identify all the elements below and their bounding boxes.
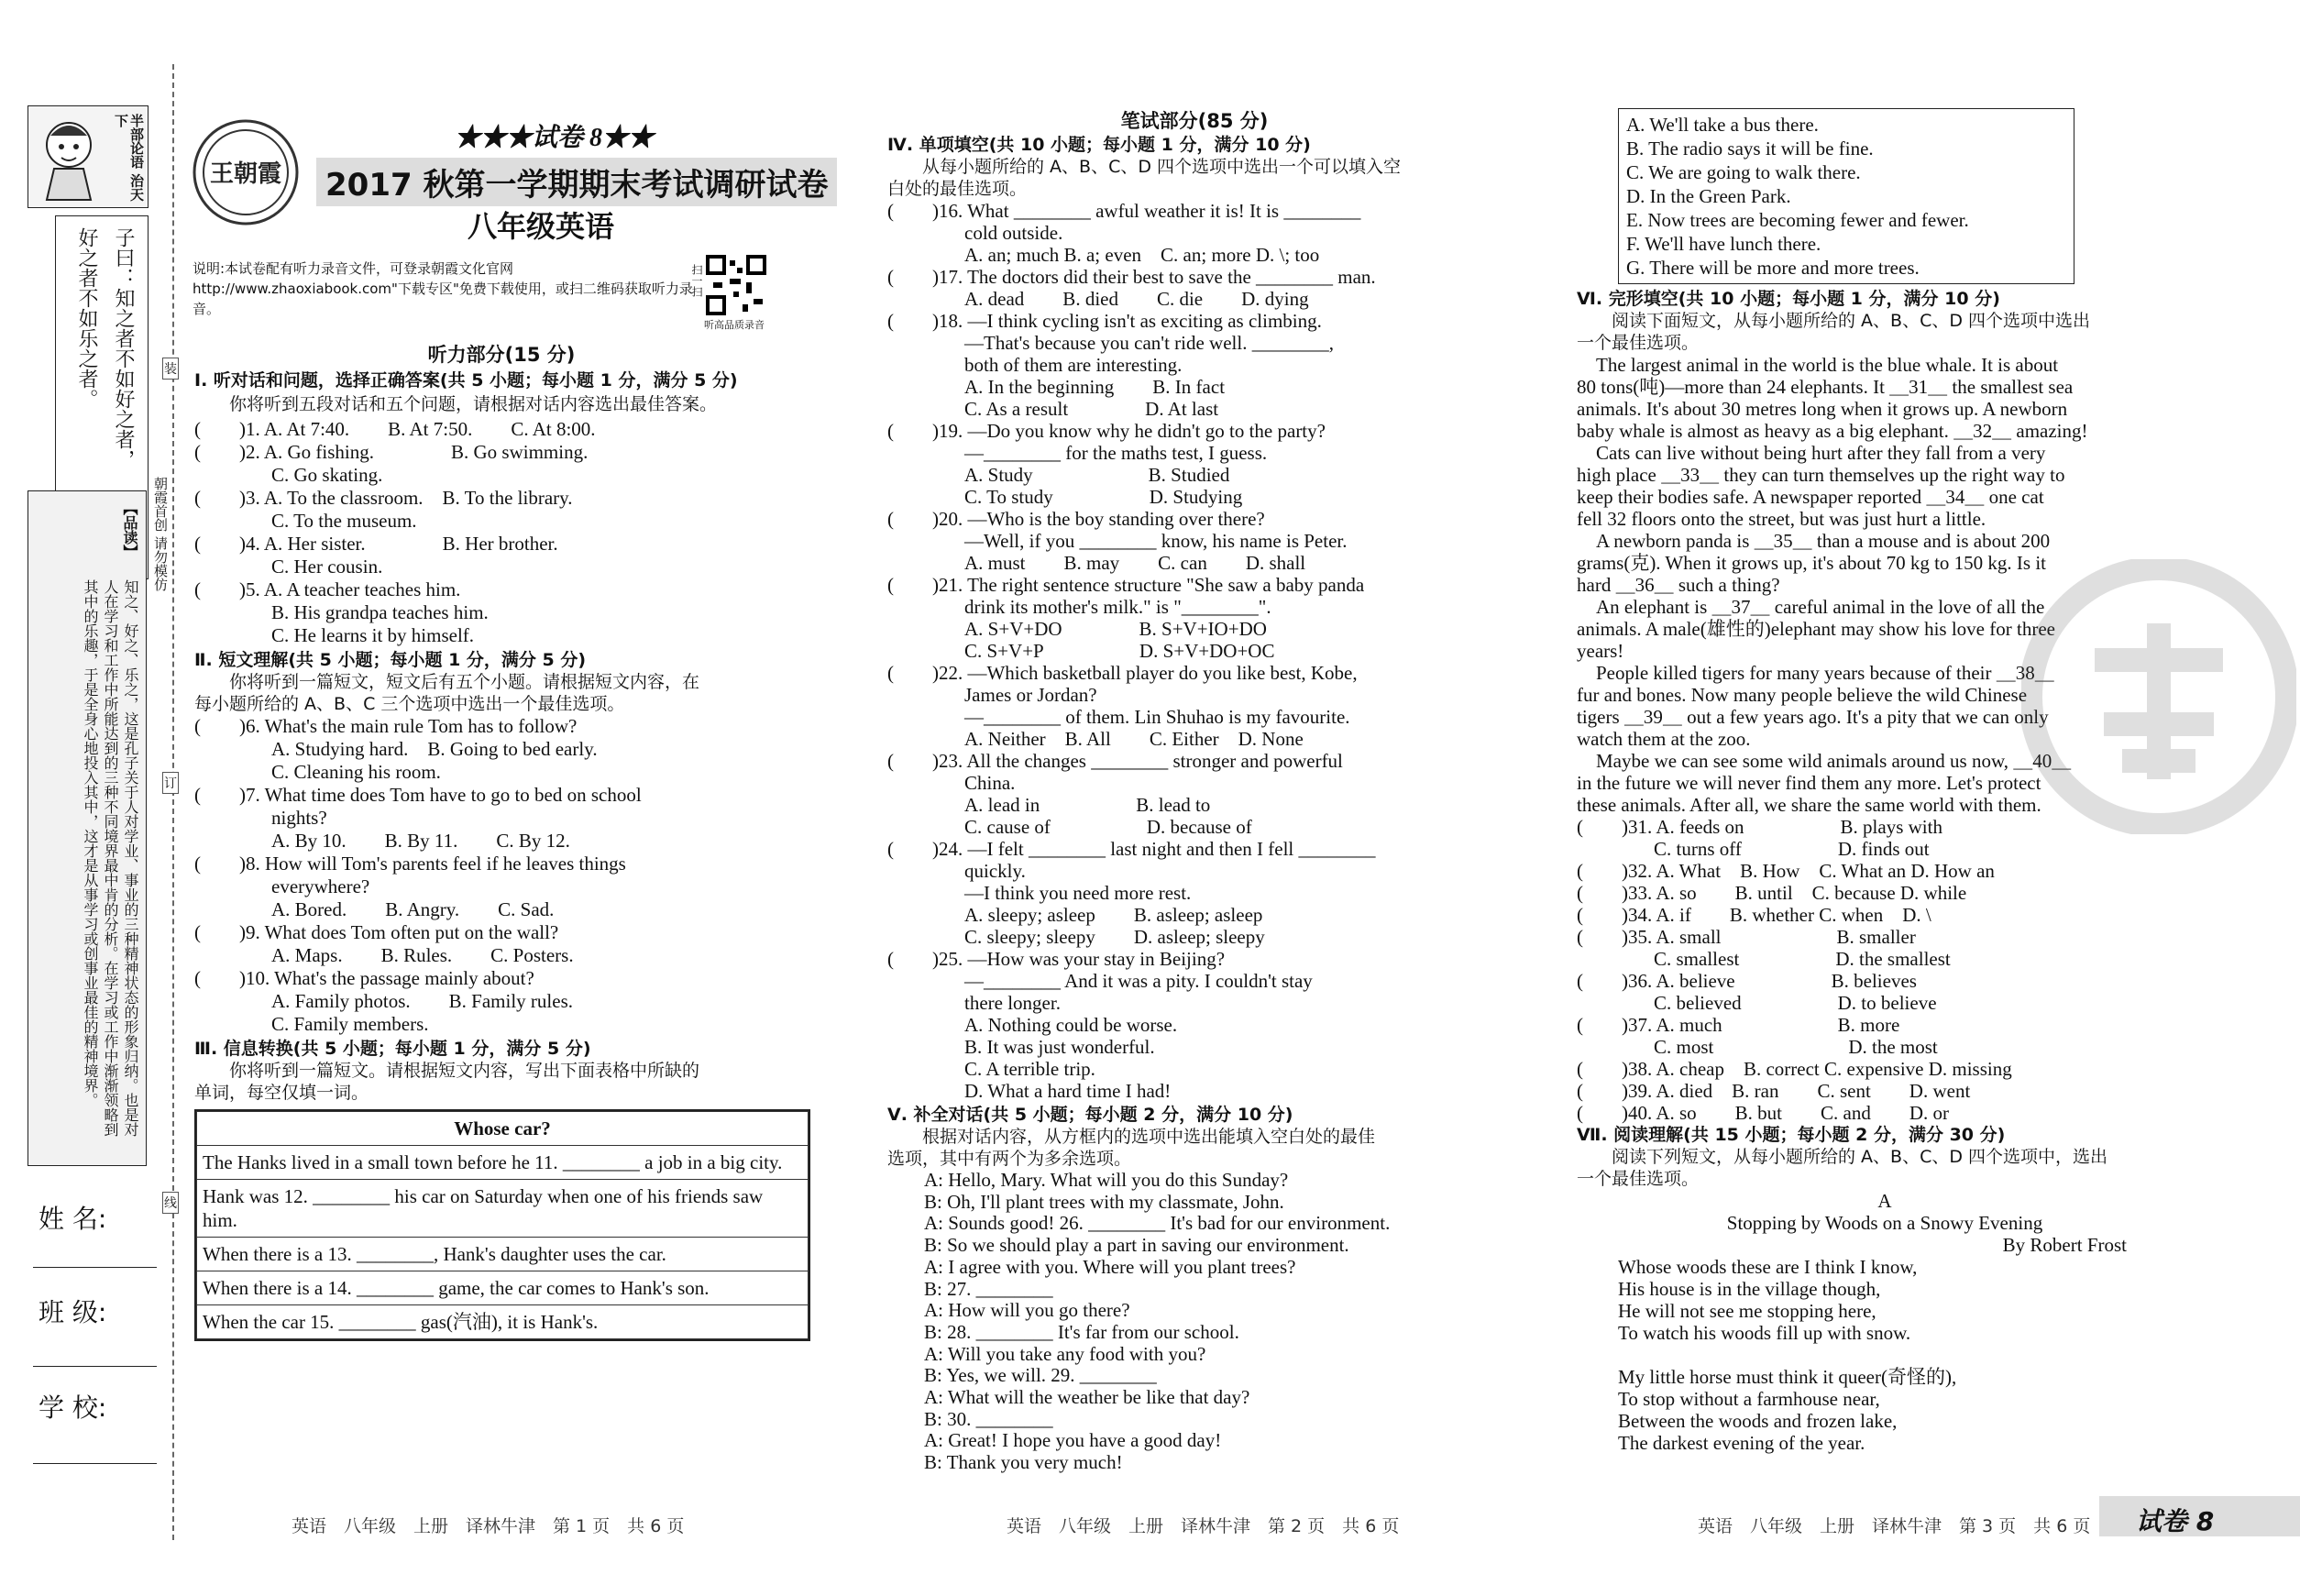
section-4-questions [887,200,1502,1102]
cloze-line: keep their bodies safe. A newspaper reported ＿34＿ one cat [1577,486,2044,508]
school-label: 学 校: [39,1392,107,1423]
cloze-option-line: ( )39. A. died B. ran C. sent D. went [1577,1080,1971,1102]
paper-number-text: 试卷 8 [532,124,603,152]
question-line: —I think you need more rest. [887,882,1192,904]
cloze-line: baby whale is almost as heavy as a big elephant. ＿32＿ amazing! [1577,420,2088,442]
question-line: China. [887,772,1016,794]
poem-line [1618,1344,2193,1366]
question-line: A. dead B. died C. die D. dying [887,288,1309,310]
table-cell[interactable]: When there is a 14. ________ game, the car comes to Hank's son. [197,1271,809,1305]
cloze-line: A newborn panda is ＿35＿ than a mouse and is about 200 [1577,530,2051,552]
question-line: —________ And it was a pity. I couldn't stay [887,970,1313,992]
question-line: D. What a hard time I had! [887,1080,1172,1102]
question-line: ( )2. A. Go fishing. B. Go swimming. [194,441,589,463]
cloze-line: animals. A male(雄性的)elephant may show his love for three [1577,618,2055,640]
cloze-line: fell 32 floors onto the street, but was just hurt a little. [1577,508,1986,530]
cloze-line: watch them at the zoo. [1577,728,1751,750]
section-4-desc-1: 从每小题所给的 A、B、C、D 四个选项中选出一个可以填入空 [922,157,1402,177]
section-6-desc-2: 一个最佳选项。 [1577,333,1700,353]
cloze-line: hard ＿36＿ such a thing? [1577,574,1780,596]
exam-title: 2017 秋第一学期期末考试调研试卷 [316,158,837,206]
section-2-desc-2: 每小题所给的 A、B、C 三个选项中选出一个最佳选项。 [194,694,625,714]
name-field[interactable] [33,1265,157,1268]
options-box [1618,108,2074,284]
question-line: C. As a result D. At last [887,398,1219,420]
option-line: G. There will be more and more trees. [1626,257,1920,279]
listening-title: 听力部分(15 分) [427,344,576,366]
passage-label: A [1877,1190,1892,1212]
section-3-desc-2: 单词，每空仅填一词。 [194,1083,369,1103]
cloze-line: animals. It's about 30 metres long when it grows up. A newborn [1577,398,2068,420]
question-line: ( )5. A. A teacher teaches him. [194,578,461,600]
question-line: A. Family photos. B. Family rules. [194,990,574,1012]
commentary-text: 知之、好之、乐之，这是孔子关于人对学业、事业的三种精神状态的形象归纳。也是对人在学习和工作中所能达到的三种不同境界最中肯的分析。在学习或工作中渐渐领略到其中的乐趣，于是全身心地投入其中，这才是从事学习或创事业最佳的精神境界。 [82,579,139,1137]
question-line: A. Nothing could be worse. [887,1014,1178,1036]
watermark-seal-icon [2021,559,2296,834]
question-line: James or Jordan? [887,684,1097,706]
question-line: ( )9. What does Tom often put on the wall? [194,921,559,943]
name-label: 姓 名: [39,1204,107,1234]
question-line: ( )22. —Which basketball player do you like best, Kobe, [887,662,1358,684]
cloze-option-line: ( )35. A. small B. smaller [1577,926,1916,948]
banner-box [28,105,149,208]
section-3-desc-1: 你将听到一篇短文。请根据短文内容，写出下面表格中所缺的 [229,1061,700,1081]
question-line: C. S+V+P D. S+V+DO+OC [887,640,1275,662]
question-line: C. cause of D. because of [887,816,1252,838]
footer-page-3: 英语 八年级 上册 译林牛津 第 3 页 共 6 页 [1698,1516,2091,1536]
dialog-line: A: Hello, Mary. What will you do this Sunday? [924,1169,1289,1191]
cloze-line: in the future we will never find them any more. Let's protect [1577,772,2041,794]
question-line: ( )1. A. At 7:40. B. At 7:50. C. At 8:00. [194,418,596,440]
poem-line: The darkest evening of the year. [1618,1432,1865,1454]
question-line: ( )20. —Who is the boy standing over there? [887,508,1265,530]
option-line: E. Now trees are becoming fewer and fewer. [1626,209,1969,231]
confucius-cartoon-icon [34,112,107,202]
table-cell[interactable]: The Hanks lived in a small town before he 11. ________ a job in a big city. [197,1146,809,1180]
dialog-line: B: Oh, I'll plant trees with my classmate, John. [924,1190,1284,1213]
whose-car-table [194,1109,810,1341]
question-line: —Well, if you ________ know, his name is Peter. [887,530,1348,552]
question-line: A. Neither B. All C. Either D. None [887,728,1304,750]
section-5-title: Ⅴ. 补全对话(共 5 小题；每小题 2 分，满分 10 分) [887,1105,1293,1125]
dialog-line: B: Yes, we will. 29. ________ [924,1364,1157,1387]
qr-code-icon[interactable] [706,255,766,315]
section-2-desc-1: 你将听到一篇短文，短文后有五个小题。请根据短文内容，在 [229,672,700,692]
poem-line: My little horse must think it queer(奇怪的), [1618,1366,1957,1388]
table-cell[interactable]: Hank was 12. ________ his car on Saturday when one of his friends saw him. [197,1180,809,1238]
dialog-line: A: Will you take any food with you? [924,1342,1206,1365]
written-title: 笔试部分(85 分) [1120,110,1269,132]
cloze-line: An elephant is ＿37＿ careful animal in the love of all the [1577,596,2045,618]
exam-note: 说明:本试卷配有听力录音文件，可登录朝霞文化官网 http://www.zhaoxiabook.com"下载专区"免费下载使用，或扫二维码获取听力录音。 [193,260,693,317]
cloze-line: fur and bones. Now many people believe the wild Chinese [1577,684,2028,706]
question-line: C. Go skating. [194,464,383,486]
question-line: A. Bored. B. Angry. C. Sad. [194,898,555,920]
question-line: —________ for the maths test, I guess. [887,442,1268,464]
question-line: A. lead in B. lead to [887,794,1211,816]
question-line: cold outside. [887,222,1063,244]
table-row [197,1146,809,1180]
question-line: A. Maps. B. Rules. C. Posters. [194,944,574,966]
copyright-note: 朝霞首创 请勿模仿 [152,477,169,591]
question-line: both of them are interesting. [887,354,1183,376]
poem-line: To stop without a farmhouse near, [1618,1388,1880,1410]
question-line: B. His grandpa teaches him. [194,601,489,623]
question-line: everywhere? [194,875,370,897]
qr-side-text: 扫一扫 [690,264,703,297]
table-cell[interactable]: When the car 15. ________ gas(汽油), it is Hank's. [197,1305,809,1339]
question-line: —________ of them. Lin Shuhao is my favourite. [887,706,1350,728]
section-1-questions [194,418,809,647]
section-5-desc-2: 选项，其中有两个为多余选项。 [887,1149,1132,1169]
cloze-option-line: ( )40. A. so B. but C. and D. or [1577,1102,1949,1124]
cloze-option-line: ( )37. A. much B. more [1577,1014,1900,1036]
cloze-line: years! [1577,640,1624,662]
section-7-title: Ⅶ. 阅读理解(共 15 小题；每小题 2 分，满分 30 分) [1577,1125,2006,1145]
question-line: ( )24. —I felt ________ last night and then I fell ________ [887,838,1376,860]
question-line: A. Study B. Studied [887,464,1230,486]
dialog-line: B: Thank you very much! [924,1451,1123,1474]
question-line: C. Family members. [194,1013,429,1035]
question-line: A. sleepy; asleep B. asleep; asleep [887,904,1263,926]
question-line: A. In the beginning B. In fact [887,376,1226,398]
margin-label-3: 线 [162,1192,179,1214]
cloze-option-line: ( )36. A. believe B. believes [1577,970,1917,992]
question-line: C. Her cousin. [194,556,383,578]
question-line: ( )19. —Do you know why he didn't go to the party? [887,420,1326,442]
question-line: drink its mother's milk." is "________". [887,596,1271,618]
dialog-line: A: How will you go there? [924,1299,1130,1322]
dialog-line: A: Sounds good! 26. ________ It's bad for our environment. [924,1212,1391,1235]
dialog-line: B: 30. ________ [924,1407,1053,1430]
question-line: there longer. [887,992,1061,1014]
question-line: quickly. [887,860,1026,882]
dialog-line: A: I agree with you. Where will you plant trees? [924,1255,1296,1278]
question-line: ( )17. The doctors did their best to save the ________ man. [887,266,1376,288]
dialog [887,1170,1502,1474]
question-line: A. an; much B. a; even C. an; more D. \; too [887,244,1320,266]
question-line: C. To the museum. [194,510,417,532]
option-line: B. The radio says it will be fine. [1626,138,1874,160]
commentary-title: 【品读】 [121,501,138,559]
commentary-panel [28,490,147,1166]
question-line: C. He learns it by himself. [194,624,475,646]
poem [1577,1256,2193,1454]
svg-text:王朝霞: 王朝霞 [209,160,282,188]
question-line: C. A terrible trip. [887,1058,1095,1080]
cloze-option-line: ( )33. A. so B. until C. because D. while [1577,882,1967,904]
section-6-title: Ⅵ. 完形填空(共 10 小题；每小题 1 分，满分 10 分) [1577,289,2000,309]
question-line: ( )16. What ________ awful weather it is! It is ________ [887,200,1361,222]
section-5-desc-1: 根据对话内容，从方框内的选项中选出能填入空白处的最佳 [922,1127,1376,1147]
margin-label-2: 订 [162,772,179,794]
section-7-desc-1: 阅读下列短文，从每小题所给的 A、B、C、D 四个选项中，选出 [1612,1147,2108,1167]
section-7-desc-2: 一个最佳选项。 [1577,1169,1700,1189]
question-line: A. By 10. B. By 11. C. By 12. [194,830,570,852]
poem-line: Between the woods and frozen lake, [1618,1410,1898,1432]
question-line: A. must B. may C. can D. shall [887,552,1306,574]
qr-caption: 听高品质录音 [704,319,765,331]
cloze-option-line: ( )31. A. feeds on B. plays with [1577,816,1942,838]
section-2-questions [194,715,809,1036]
cloze-line: grams(克). When it grows up, it's about 70 kg to 150 kg. Is it [1577,552,2047,574]
binding-line [172,64,174,1540]
option-line: A. We'll take a bus there. [1626,114,1819,136]
footer-page-2: 英语 八年级 上册 译林牛津 第 2 页 共 6 页 [1007,1516,1400,1536]
cloze-line: tigers ＿39＿ out a few years ago. It's a pity that we can only [1577,706,2049,728]
table-row [197,1180,809,1238]
question-line: ( )23. All the changes ________ stronger and powerful [887,750,1343,772]
brand-logo [191,117,301,227]
question-line: ( )18. —I think cycling isn't as exciting as climbing. [887,310,1322,332]
question-line: ( )4. A. Her sister. B. Her brother. [194,533,558,555]
cloze-option-line: ( )32. A. What B. How C. What an D. How an [1577,860,1995,882]
table-cell[interactable]: When there is a 13. ________, Hank's daughter uses the car. [197,1238,809,1271]
cloze-options [1577,816,2193,1124]
question-line: ( )7. What time does Tom have to go to bed on school [194,784,642,806]
question-line: ( )6. What's the main rule Tom has to follow? [194,715,578,737]
quote-line-2: 好之者不如乐之者。 [75,227,98,409]
question-line: —That's because you can't ride well. ________, [887,332,1334,354]
question-line: ( )10. What's the passage mainly about? [194,967,534,989]
class-field[interactable] [33,1364,157,1367]
section-6-desc-1: 阅读下面短文，从每小题所给的 A、B、C、D 四个选项中选出 [1612,311,2091,331]
option-line: D. In the Green Park. [1626,185,1791,207]
dialog-line: B: 28. ________ It's far from our school. [924,1320,1239,1343]
margin-label-1: 装 [162,358,179,380]
cloze-line: People killed tigers for many years because of their ＿38＿ [1577,662,2054,684]
cloze-line: 80 tons(吨)—more than 24 elephants. It ＿31＿ the smallest sea [1577,376,2074,398]
question-line: ( )21. The right sentence structure "She saw a baby panda [887,574,1365,596]
cloze-option-line: C. turns off D. finds out [1577,838,1930,860]
table-row [197,1271,809,1305]
poem-line: Whose woods these are I think I know, [1618,1256,1918,1278]
section-1-title: Ⅰ. 听对话和问题，选择正确答案(共 5 小题；每小题 1 分，满分 5 分) [194,370,738,391]
cloze-line: Cats can live without being hurt after they fall from a very [1577,442,2046,464]
question-line: ( )8. How will Tom's parents feel if he leaves things [194,853,626,875]
poem-line: To watch his woods fill up with snow. [1618,1322,1911,1344]
poem-line: He will not see me stopping here, [1618,1300,1876,1322]
cloze-option-line: C. smallest D. the smallest [1577,948,1951,970]
question-line: C. sleepy; sleepy D. asleep; sleepy [887,926,1265,948]
page2-column [887,108,1502,1474]
section-4-desc-2: 白处的最佳选项。 [887,179,1028,199]
quote-line-1: 子曰：知之者不如好之者， [112,227,135,469]
option-line: C. We are going to walk there. [1626,161,1861,183]
cloze-line: high place ＿33＿ they can turn themselves up the right way to [1577,464,2065,486]
school-field[interactable] [33,1461,157,1464]
question-line: ( )25. —How was your stay in Beijing? [887,948,1226,970]
page1-column [194,341,809,1341]
dialog-line: B: 27. ________ [924,1277,1053,1300]
cloze-option-line: ( )34. A. if B. whether C. when D. \ [1577,904,1931,926]
cloze-option-line: ( )38. A. cheap B. correct C. expensive D. missing [1577,1058,2012,1080]
cloze-option-line: C. most D. the most [1577,1036,1938,1058]
question-line: C. To study D. Studying [887,486,1243,508]
option-line: F. We'll have lunch there. [1626,233,1821,255]
section-3-title: Ⅲ. 信息转换(共 5 小题；每小题 1 分，满分 5 分) [194,1039,591,1059]
dialog-line: A: Great! I hope you have a good day! [924,1429,1222,1452]
poem-author: By Robert Frost [2002,1234,2127,1256]
dialog-line: B: So we should play a part in saving our environment. [924,1234,1349,1257]
class-label: 班 级: [39,1297,107,1327]
table-row [197,1305,809,1339]
poem-title: Stopping by Woods on a Snowy Evening [1726,1212,2043,1234]
poem-line: His house is in the village though, [1618,1278,1881,1300]
section-2-title: Ⅱ. 短文理解(共 5 小题；每小题 1 分，满分 5 分) [194,650,587,670]
question-line: ( )3. A. To the classroom. B. To the library. [194,487,573,509]
question-line: B. It was just wonderful. [887,1036,1155,1058]
question-line: nights? [194,807,327,829]
question-line: C. Cleaning his room. [194,761,441,783]
exam-subtitle: 八年级英语 [468,209,615,244]
table-title: Whose car? [197,1112,809,1146]
table-row [197,1238,809,1271]
question-line: A. Studying hard. B. Going to bed early. [194,738,598,760]
cloze-line: these animals. After all, we share the same world with them. [1577,794,2041,816]
section-1-desc: 你将听到五段对话和五个问题，请根据对话内容选出最佳答案。 [229,394,718,414]
left-sidebar [28,105,147,1169]
footer-tag: 试卷 8 [2136,1506,2215,1536]
section-4-title: Ⅳ. 单项填空(共 10 小题；每小题 1 分，满分 10 分) [887,135,1311,155]
cloze-option-line: C. believed D. to believe [1577,992,1937,1014]
banner-text: 半部论语 治天下 [113,114,145,202]
cloze-line: The largest animal in the world is the blue whale. It is about [1577,354,2059,376]
paper-number: ★★★试卷 8★★ [455,124,655,152]
cloze-line: Maybe we can see some wild animals around us now, ＿40＿ [1577,750,2072,772]
dialog-line: A: What will the weather be like that day? [924,1386,1250,1409]
question-line: A. S+V+DO B. S+V+IO+DO [887,618,1267,640]
footer-page-1: 英语 八年级 上册 译林牛津 第 1 页 共 6 页 [292,1516,685,1536]
